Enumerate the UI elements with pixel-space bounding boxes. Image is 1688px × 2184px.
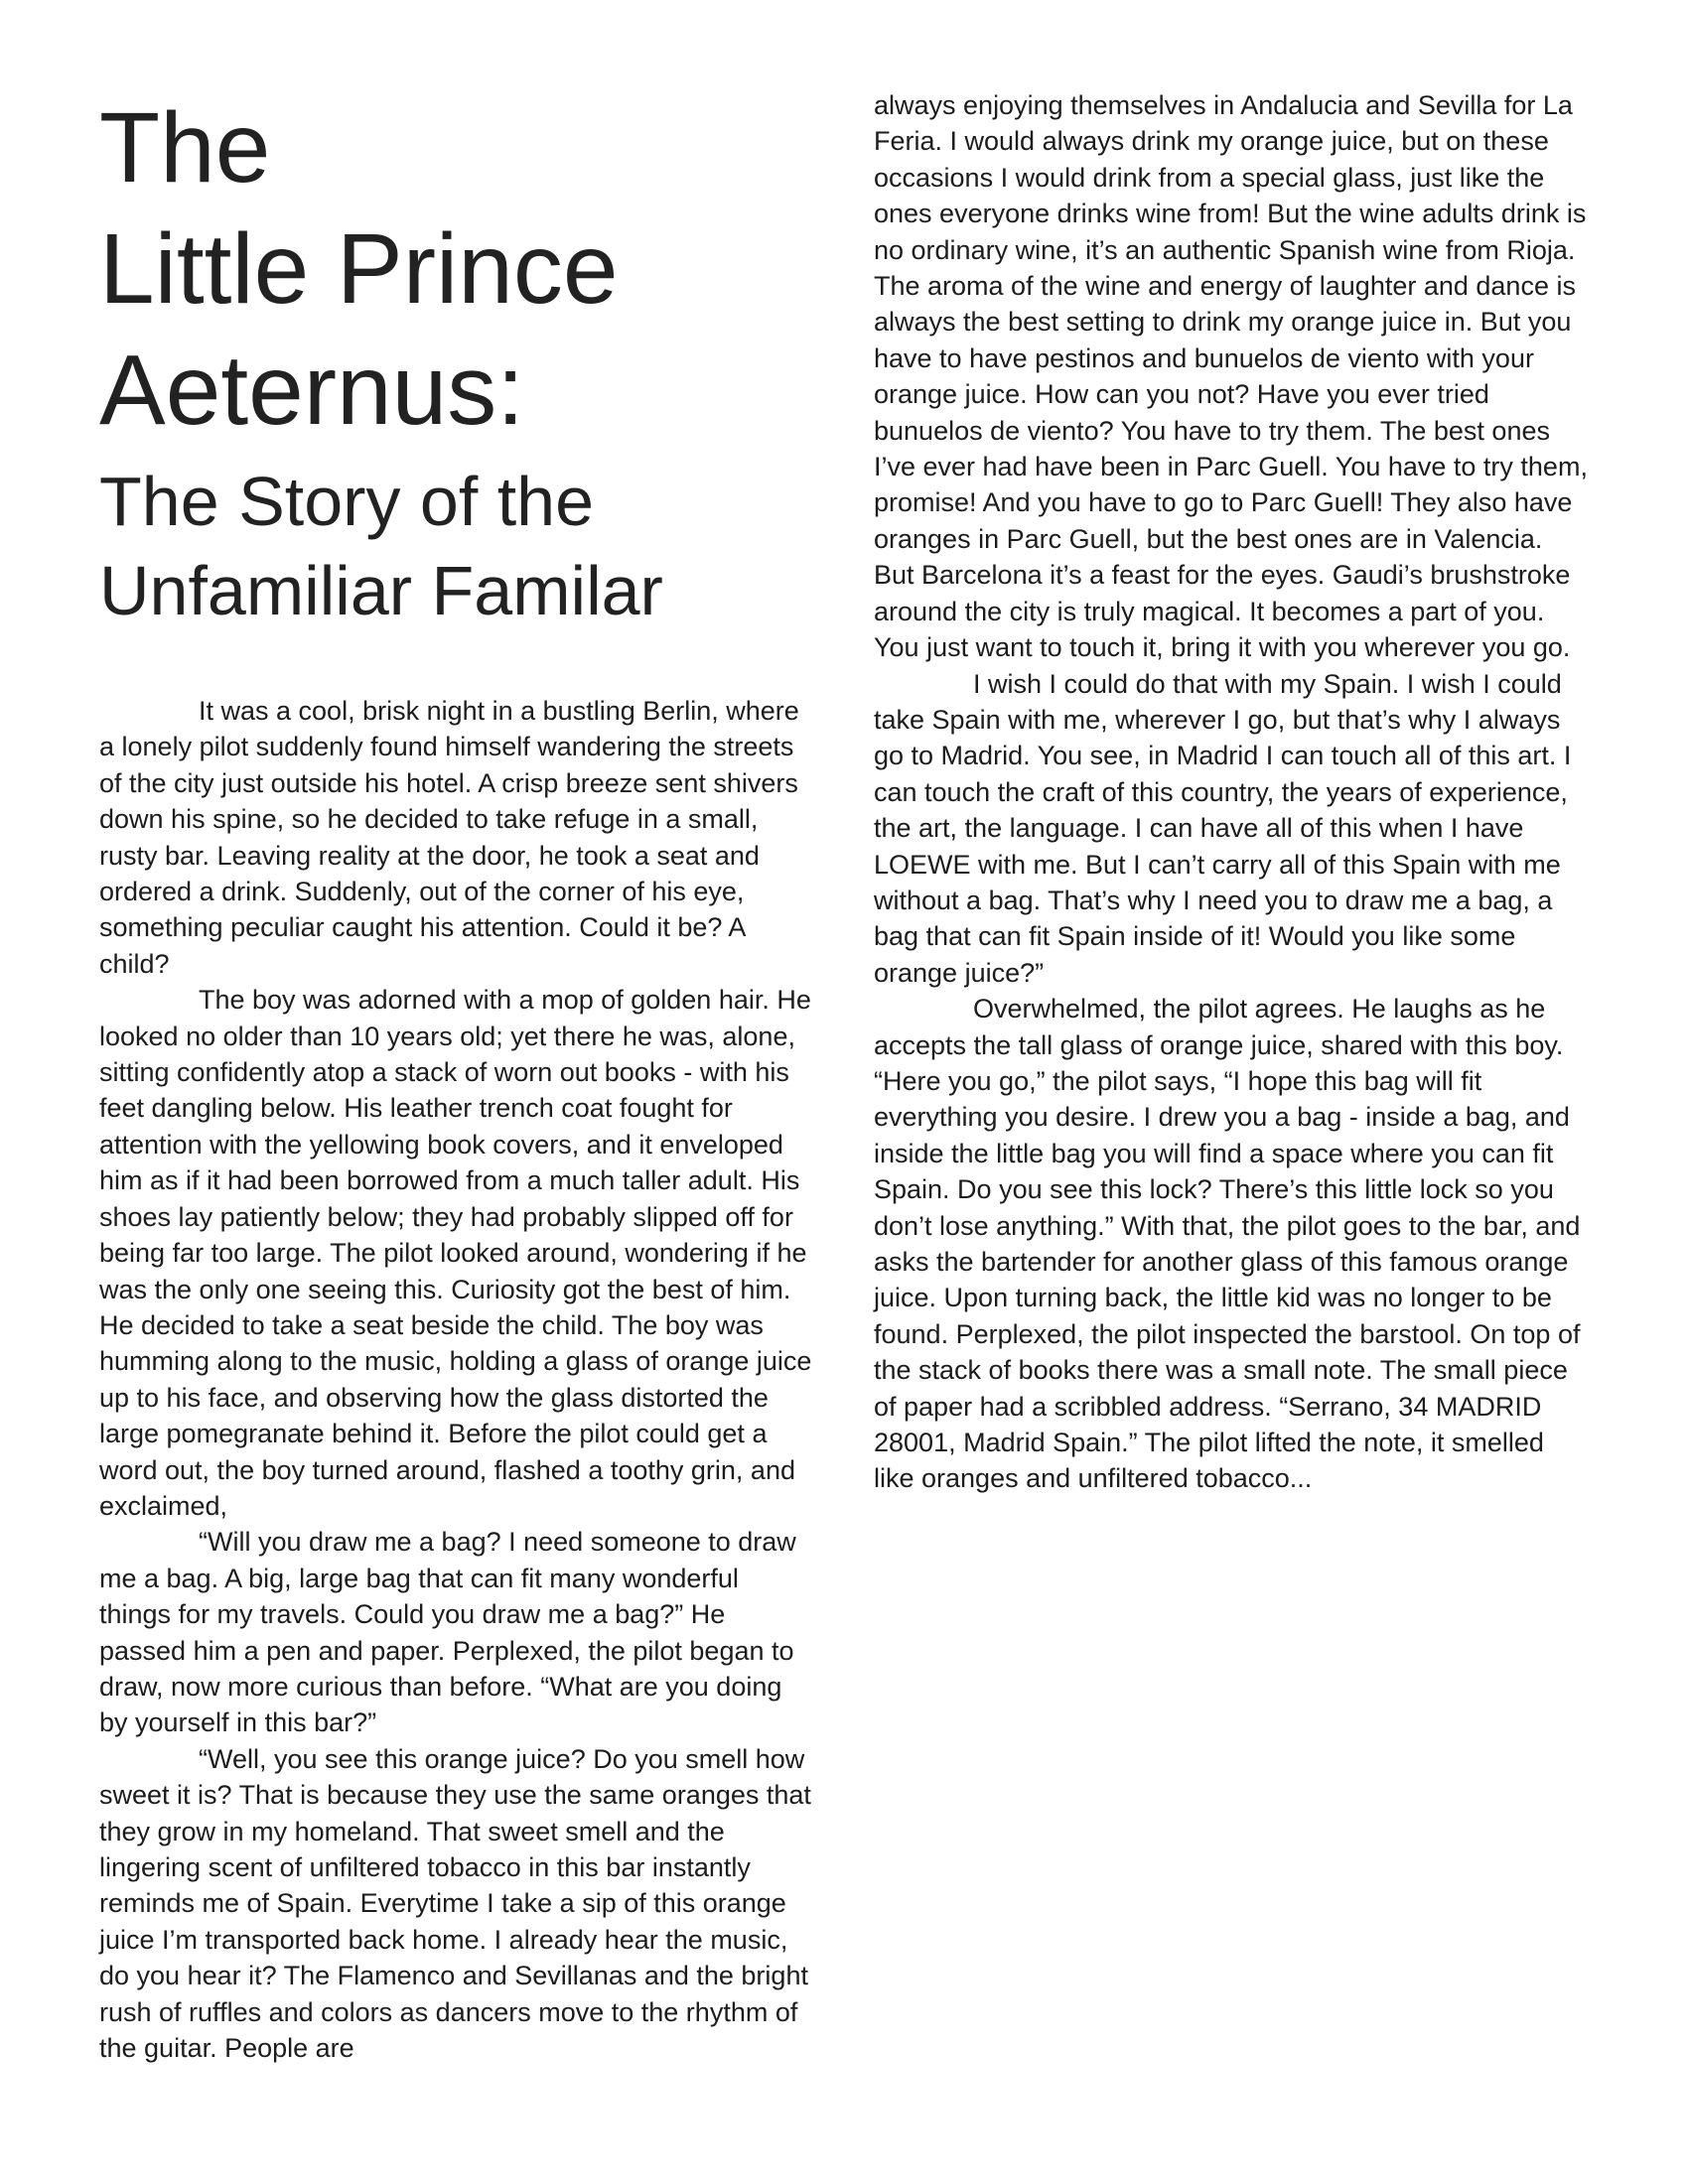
subtitle-line-1: The Story of the (99, 463, 595, 540)
story-subtitle (99, 457, 814, 635)
title-line-3: Aeternus: (99, 335, 525, 446)
right-text-column (874, 87, 1589, 1497)
paragraph: Overwhelmed, the pilot agrees. He laughs as he accepts the tall glass of orange juice, shared with this boy. “Here you go,” the pilot says, “I hope this bag will fit everything you desire. I drew you a bag - inside a bag, and inside the little bag you will find a space where you can fit Spain. Do you see this lock? There’s this little lock so you don’t lose anything.” With that, the pilot goes to the bar, and asks the bartender for another glass of this famous orange juice. Upon turning back, the little kid was no longer to be found. Perplexed, the pilot inspected the barstool. On top of the stack of books there was a small note. The small piece of paper had a scribbled address. “Serrano, 34 MADRID 28001, Madrid Spain.” The pilot lifted the note, it smelled like oranges and unfiltered tobacco... (874, 994, 1581, 1494)
paragraph: I wish I could do that with my Spain. I wish I could take Spain with me, wherever I go, but that’s why I always go to Madrid. You see, in Madrid I can touch all of this art. I can touch the craft of this country, the years of experience, the art, the language. I can have all of this when I have LOEWE with me. But I can’t carry all of this Spain with me without a bag. That’s why I need you to draw me a bag, a bag that can fit Spain inside of it! Would you like some orange juice?” (874, 668, 1572, 988)
paragraph: The boy was adorned with a mop of golden hair. He looked no older than 10 years old; yet there he was, alone, sitting confidently atop a stack of worn out books - with his feet dangling below. His leather trench coat fought for attention with the yellowing book covers, and it enveloped him as if it had been borrowed from a much taller adult. His shoes lay patiently below; they had probably slipped off for being far too large. The pilot looked around, wondering if he was the only one seeing this. Curiosity got the best of him. He decided to take a seat beside the child. The boy was humming along to the music, holding a glass of orange juice up to his face, and observing how the glass distorted the large pomegranate behind it. Before the pilot could get a word out, the boy turned around, flashed a toothy grin, and exclaimed, (99, 985, 812, 1521)
paragraph: It was a cool, brisk night in a bustling Berlin, where a lonely pilot suddenly found himself wandering the streets of the city just outside his hotel. A crisp breeze sent shivers down his spine, so he decided to take refuge in a small, rusty bar. Leaving reality at the door, he took a seat and ordered a drink. Suddenly, out of the corner of his eye, something peculiar caught his attention. Could it be? A child? (99, 696, 799, 979)
title-line-1: The (99, 92, 271, 204)
left-text-column (99, 693, 814, 2066)
subtitle-line-2: Unfamiliar Familar (99, 552, 663, 629)
paragraph-continued: always enjoying themselves in Andalucia and Sevilla for La Feria. I would always drink my orange juice, but on these occasions I would drink from a special glass, just like the ones everyone drinks wine from! But the wine adults drink is no ordinary wine, it’s an authentic Spanish wine from Rioja. The aroma of the wine and energy of laughter and dance is always the best setting to drink my orange juice in. But you have to have pestinos and bunuelos de viento with your orange juice. How can you not? Have you ever tried bunuelos de viento? You have to try them. The best ones I’ve ever had have been in Parc Guell. You have to try them, promise! And you have to go to Parc Guell! They also have oranges in Parc Guell, but the best ones are in Valencia. But Barcelona it’s a feast for the eyes. Gaudi’s brushstroke around the city is truly magical. It becomes a part of you. You just want to touch it, bring it with you wherever you go. (874, 90, 1588, 663)
paragraph: “Well, you see this orange juice? Do you smell how sweet it is? That is because they use the same oranges that they grow in my homeland. That sweet smell and the lingering scent of unfiltered tobacco in this bar instantly reminds me of Spain. Everytime I take a sip of this orange juice I’m transported back home. I already hear the music, do you hear it? The Flamenco and Sevillanas and the bright rush of ruffles and colors as dancers move to the rhythm of the guitar. People are (99, 1743, 811, 2064)
title-line-2: Little Prince (99, 213, 619, 325)
paragraph: “Will you draw me a bag? I need someone to draw me a bag. A big, large bag that can fit many wonderful things for my travels. Could you draw me a bag?” He passed him a pen and paper. Perplexed, the pilot began to draw, now more curious than before. “What are you doing by yourself in this bar?” (99, 1527, 796, 1738)
story-title (99, 87, 814, 635)
